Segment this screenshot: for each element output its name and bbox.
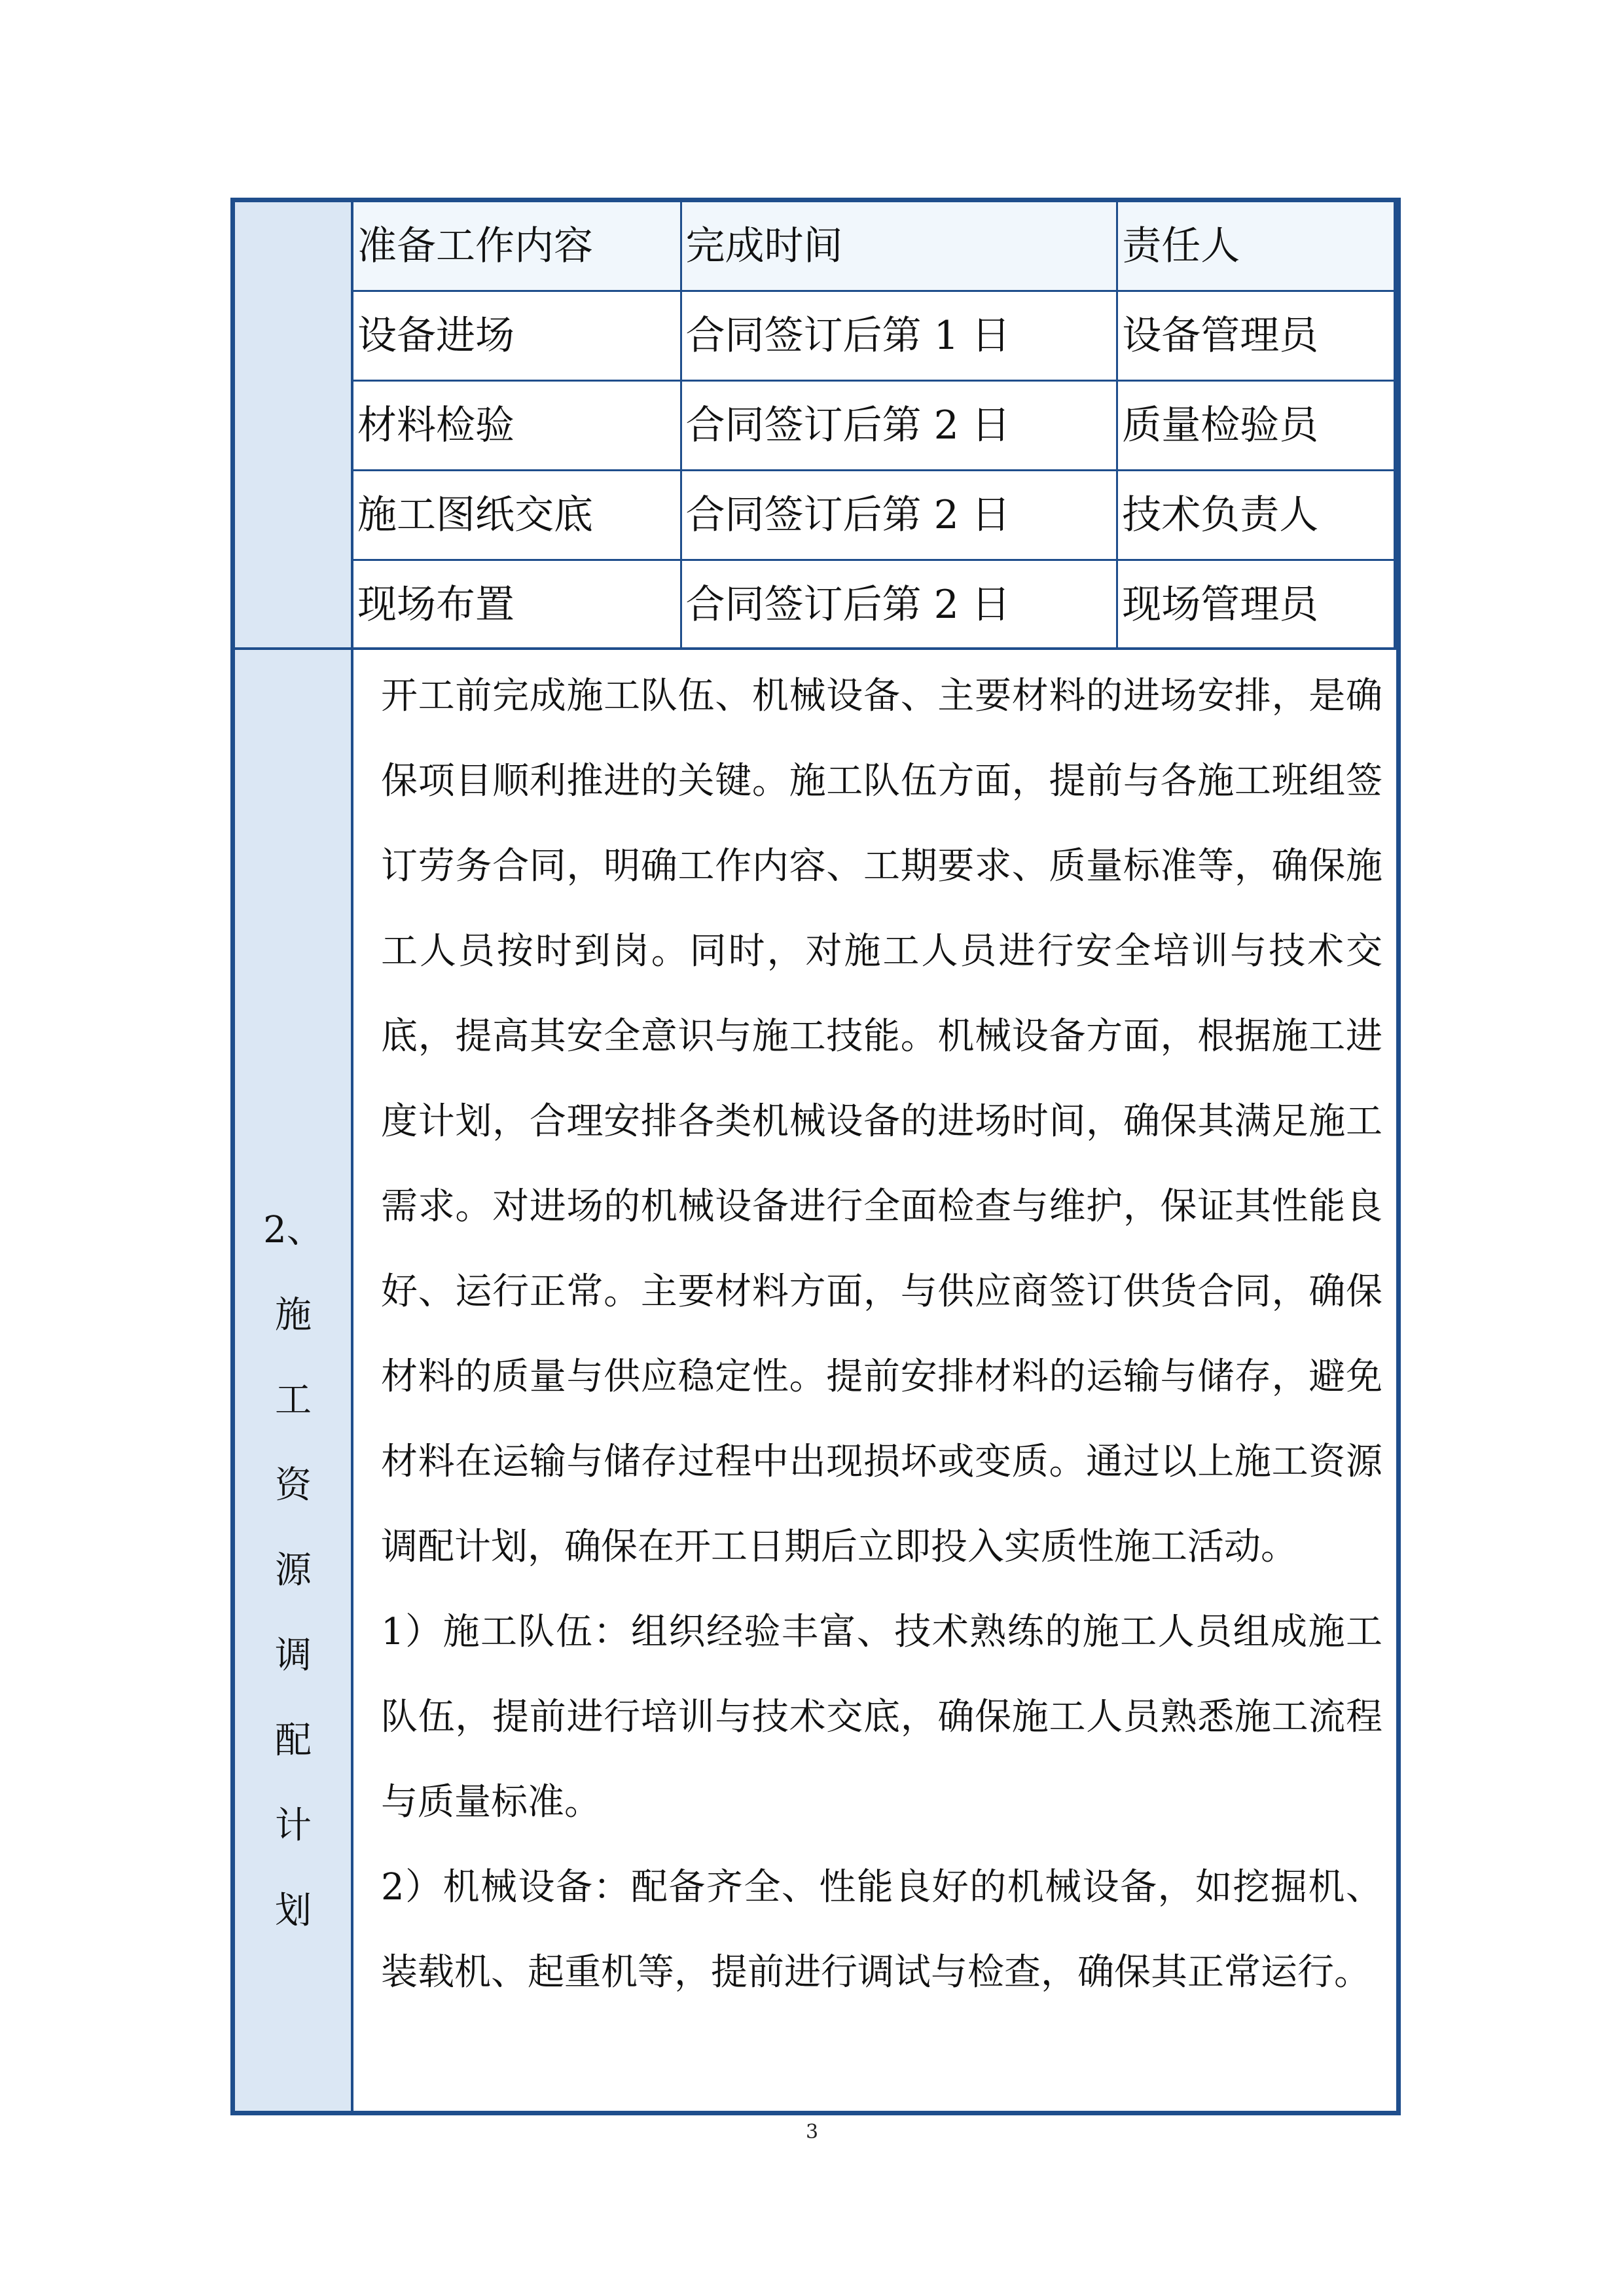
table-cell: 质量检验员: [1117, 381, 1395, 471]
section-title-char: 工: [275, 1379, 312, 1422]
table-cell: 材料检验: [353, 381, 681, 471]
table-cell: 施工图纸交底: [353, 471, 681, 560]
document-frame: [230, 198, 1401, 2115]
content-paragraph: 2）机械设备：配备齐全、性能良好的机械设备，如挖掘机、装载机、起重机等，提前进行调试与检查，确保其正常运行。: [381, 1866, 1382, 1994]
table-row: [353, 291, 1395, 381]
content-paragraph: 开工前完成施工队伍、机械设备、主要材料的进场安排，是确保项目顺利推进的关键。施工队伍方面，提前与各施工班组签订劳务合同，明确工作内容、工期要求、质量标准等，确保施工人员按时到岗。同时，对施工人员进行安全培训与技术交底，提高其安全意识与施工技能。机械设备方面，根据施工进度计划，合理安排各类机械设备的进场时间，确保其满足施工需求。对进场的机械设备进行全面检查与维护，保证其性能良好、运行正常。主要材料方面，与供应商签订供货合同，确保材料的质量与供应稳定性。提前安排材料的运输与储存，避免材料在运输与储存过程中出现损坏或变质。通过以上施工资源调配计划，确保在开工日期后立即投入实质性施工活动。: [381, 675, 1382, 1568]
header-cell: 完成时间: [681, 202, 1117, 291]
table-cell: 合同签订后第 2 日: [681, 381, 1117, 471]
section-title-char: 资: [275, 1464, 312, 1507]
section-title-char: 配: [275, 1719, 312, 1762]
table-header-row: [353, 202, 1395, 291]
table-cell: 合同签订后第 1 日: [681, 291, 1117, 381]
section-title-char: 施: [275, 1294, 312, 1336]
table-cell: 合同签订后第 2 日: [681, 471, 1117, 560]
table-cell: 现场布置: [353, 560, 681, 649]
prep-work-table: [353, 202, 1396, 649]
table-cell: 现场管理员: [1117, 560, 1395, 649]
table-row: [353, 471, 1395, 560]
section-number: 2、: [263, 1209, 323, 1251]
table-cell: 设备进场: [353, 291, 681, 381]
page-number: 3: [805, 2121, 819, 2144]
table-cell: 设备管理员: [1117, 291, 1395, 381]
table-row: [353, 381, 1395, 471]
section-content: [381, 654, 1382, 2015]
section-title-char: 源: [275, 1549, 312, 1592]
section-divider: [235, 647, 1396, 650]
header-cell: 责任人: [1117, 202, 1395, 291]
section-title: [235, 1188, 352, 1954]
table-cell: 技术负责人: [1117, 471, 1395, 560]
table-cell: 合同签订后第 2 日: [681, 560, 1117, 649]
section-title-char: 计: [275, 1804, 312, 1847]
header-cell: 准备工作内容: [353, 202, 681, 291]
content-paragraph: 1）施工队伍：组织经验丰富、技术熟练的施工人员组成施工队伍，提前进行培训与技术交底，确保施工人员熟悉施工流程与质量标准。: [381, 1611, 1382, 1823]
section-title-char: 调: [275, 1634, 312, 1677]
section-title-char: 划: [275, 1890, 312, 1932]
table-row: [353, 560, 1395, 649]
